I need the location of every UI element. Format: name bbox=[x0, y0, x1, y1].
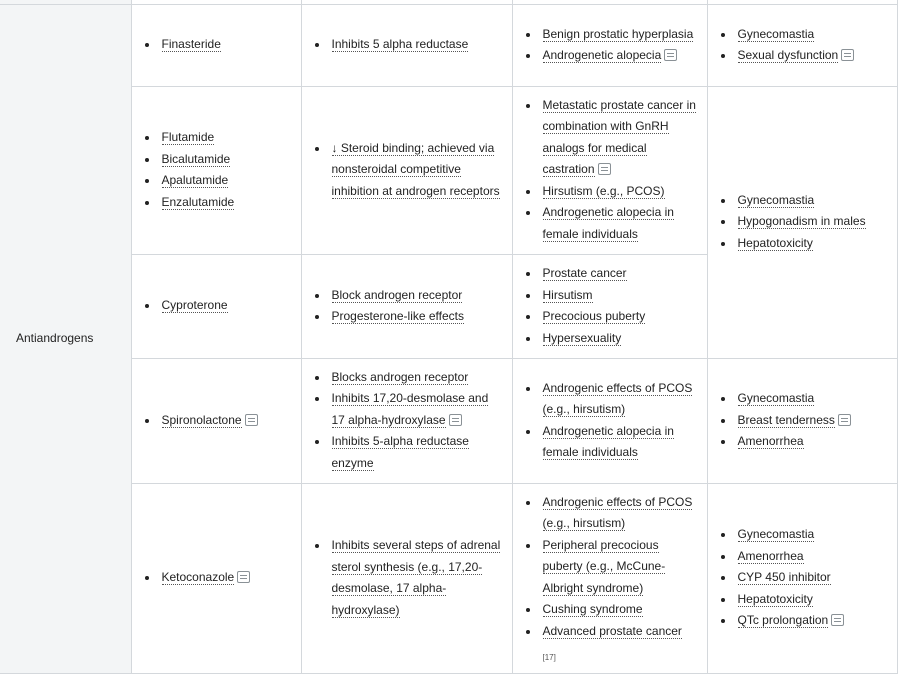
uses-cell bbox=[512, 358, 707, 483]
bullet-list bbox=[140, 410, 293, 432]
term-link[interactable]: Inhibits 17,20-desmolase and 17 alpha-hydroxylase bbox=[331, 391, 489, 427]
note-icon[interactable] bbox=[838, 414, 851, 426]
term-link[interactable]: Enzalutamide bbox=[161, 194, 235, 209]
list-item bbox=[738, 524, 889, 546]
effects-cell bbox=[707, 86, 897, 358]
term-link[interactable]: Hypersexuality bbox=[542, 330, 622, 345]
mechanism-cell bbox=[301, 483, 512, 673]
list-item bbox=[543, 24, 699, 46]
list-item bbox=[332, 34, 504, 56]
term-link[interactable]: Flutamide bbox=[161, 130, 215, 144]
note-icon[interactable] bbox=[841, 49, 854, 61]
bullet-list bbox=[140, 295, 293, 317]
term-link[interactable]: Gynecomastia bbox=[737, 391, 815, 406]
list-item bbox=[738, 24, 889, 46]
term-link[interactable]: Blocks androgen receptor bbox=[331, 369, 469, 384]
effects-cell bbox=[707, 358, 897, 483]
mechanism-cell bbox=[301, 4, 512, 86]
list-item bbox=[543, 95, 699, 181]
list-item bbox=[543, 535, 699, 600]
note-icon[interactable] bbox=[831, 614, 844, 626]
list-item bbox=[738, 431, 889, 453]
term-link[interactable]: Inhibits 5-alpha reductase enzyme bbox=[331, 434, 469, 470]
term-link[interactable]: Block androgen receptor bbox=[331, 287, 463, 302]
term-link[interactable]: Apalutamide bbox=[161, 173, 229, 187]
term-link[interactable]: Gynecomastia bbox=[737, 192, 815, 207]
term-link[interactable]: Peripheral precocious puberty (e.g., McCune-Albright syndrome) bbox=[542, 537, 666, 595]
term-link[interactable]: Precocious puberty bbox=[542, 309, 646, 323]
term-link[interactable]: Bicalutamide bbox=[161, 151, 231, 166]
uses-cell bbox=[512, 254, 707, 358]
list-item bbox=[543, 45, 699, 67]
bullet-list bbox=[521, 492, 699, 665]
bullet-list bbox=[521, 263, 699, 349]
bullet-list bbox=[140, 34, 293, 56]
category-label: Antiandrogens bbox=[16, 330, 94, 345]
bullet-list bbox=[716, 24, 889, 67]
term-link[interactable]: Androgenetic alopecia in female individuals bbox=[542, 205, 674, 241]
term-link[interactable]: Gynecomastia bbox=[737, 26, 815, 41]
term-link[interactable]: Breast tenderness bbox=[737, 412, 835, 427]
note-icon[interactable] bbox=[598, 163, 611, 175]
term-link[interactable]: Hirsutism bbox=[542, 287, 593, 302]
list-item bbox=[738, 546, 889, 568]
term-link[interactable]: QTc prolongation bbox=[737, 613, 829, 628]
drug-cell bbox=[131, 483, 301, 673]
term-link[interactable]: Hepatotoxicity bbox=[737, 235, 813, 250]
effects-cell bbox=[707, 483, 897, 673]
list-item bbox=[162, 170, 293, 192]
term-link[interactable]: Androgenetic alopecia in female individuals bbox=[542, 423, 674, 459]
list-item bbox=[543, 599, 699, 621]
term-link[interactable]: Androgenetic alopecia bbox=[542, 48, 662, 62]
list-item bbox=[162, 149, 293, 171]
list-item bbox=[738, 410, 889, 432]
list-item bbox=[332, 138, 504, 203]
term-link[interactable]: Hepatotoxicity bbox=[737, 591, 813, 606]
mechanism-cell bbox=[301, 358, 512, 483]
term-link[interactable]: Gynecomastia bbox=[737, 527, 815, 542]
list-item bbox=[332, 388, 504, 431]
drug-cell bbox=[131, 86, 301, 254]
category-cell bbox=[0, 4, 131, 673]
list-item bbox=[738, 610, 889, 632]
list-item bbox=[332, 367, 504, 389]
list-item bbox=[738, 567, 889, 589]
bullet-list bbox=[521, 24, 699, 67]
list-item bbox=[332, 535, 504, 621]
term-link[interactable]: Ketoconazole bbox=[161, 570, 235, 585]
bullet-list bbox=[310, 367, 504, 475]
bullet-list bbox=[310, 138, 504, 203]
list-item bbox=[332, 285, 504, 307]
mechanism-cell bbox=[301, 254, 512, 358]
term-link[interactable]: Cushing syndrome bbox=[542, 602, 643, 616]
term-link[interactable]: Sexual dysfunction bbox=[737, 48, 839, 62]
note-icon[interactable] bbox=[449, 414, 462, 426]
note-icon[interactable] bbox=[245, 414, 258, 426]
list-item bbox=[738, 45, 889, 67]
table-row bbox=[0, 86, 897, 254]
term-link[interactable]: CYP 450 inhibitor bbox=[737, 570, 831, 585]
drug-cell bbox=[131, 4, 301, 86]
list-item bbox=[738, 211, 889, 233]
note-icon[interactable] bbox=[237, 571, 250, 583]
list-item bbox=[738, 388, 889, 410]
bullet-list bbox=[716, 190, 889, 255]
list-item bbox=[738, 190, 889, 212]
term-link[interactable]: Androgenic effects of PCOS (e.g., hirsutism) bbox=[542, 380, 693, 416]
list-item bbox=[543, 181, 699, 203]
list-item bbox=[543, 621, 699, 665]
list-item bbox=[543, 285, 699, 307]
note-icon[interactable] bbox=[664, 49, 677, 61]
term-link[interactable]: ↓ Steroid binding; achieved via nonsteroidal competitive inhibition at androgen receptors bbox=[331, 140, 500, 198]
list-item bbox=[543, 202, 699, 245]
term-link[interactable]: Amenorrhea bbox=[737, 548, 804, 563]
list-item bbox=[543, 378, 699, 421]
list-item bbox=[543, 306, 699, 328]
term-link[interactable]: Spironolactone bbox=[161, 412, 242, 427]
term-link[interactable]: Hypogonadism in males bbox=[737, 214, 866, 229]
bullet-list bbox=[521, 95, 699, 246]
list-item bbox=[543, 421, 699, 464]
uses-cell bbox=[512, 86, 707, 254]
table-row bbox=[0, 483, 897, 673]
term-link[interactable]: Advanced prostate cancer bbox=[542, 623, 682, 638]
term-link[interactable]: Progesterone-like effects bbox=[331, 309, 465, 323]
list-item bbox=[162, 34, 293, 56]
uses-cell bbox=[512, 483, 707, 673]
list-item bbox=[162, 127, 293, 149]
list-item bbox=[332, 306, 504, 328]
bullet-list bbox=[140, 127, 293, 213]
bullet-list bbox=[716, 388, 889, 453]
term-link[interactable]: Finasteride bbox=[161, 37, 221, 52]
bullet-list bbox=[310, 285, 504, 328]
list-item bbox=[543, 328, 699, 350]
term-link[interactable]: Prostate cancer bbox=[542, 266, 627, 280]
bullet-list bbox=[310, 535, 504, 621]
term-link[interactable]: Cyproterone bbox=[161, 298, 228, 313]
term-link[interactable]: Inhibits several steps of adrenal sterol synthesis (e.g., 17,20-desmolase, 17 alpha-hydroxylase) bbox=[331, 538, 501, 617]
reference-marker[interactable]: [17] bbox=[542, 653, 556, 662]
list-item bbox=[738, 233, 889, 255]
term-link[interactable]: Androgenic effects of PCOS (e.g., hirsutism) bbox=[542, 494, 693, 530]
list-item bbox=[162, 192, 293, 214]
uses-cell bbox=[512, 4, 707, 86]
drug-cell bbox=[131, 358, 301, 483]
list-item bbox=[543, 263, 699, 285]
list-item bbox=[738, 589, 889, 611]
list-item bbox=[543, 492, 699, 535]
term-link[interactable]: Benign prostatic hyperplasia bbox=[542, 26, 694, 41]
bullet-list bbox=[716, 524, 889, 632]
term-link[interactable]: Amenorrhea bbox=[737, 434, 804, 449]
mechanism-cell bbox=[301, 86, 512, 254]
table-row bbox=[0, 358, 897, 483]
list-item bbox=[332, 431, 504, 474]
list-item bbox=[162, 295, 293, 317]
term-link[interactable]: Metastatic prostate cancer in combination with GnRH analogs for medical castration bbox=[542, 97, 696, 177]
term-link[interactable]: Inhibits 5 alpha reductase bbox=[331, 37, 469, 52]
table-row bbox=[0, 4, 897, 86]
effects-cell bbox=[707, 4, 897, 86]
term-link[interactable]: Hirsutism (e.g., PCOS) bbox=[542, 183, 665, 198]
bullet-list bbox=[140, 567, 293, 589]
list-item bbox=[162, 567, 293, 589]
bullet-list bbox=[521, 378, 699, 464]
list-item bbox=[162, 410, 293, 432]
drug-cell bbox=[131, 254, 301, 358]
bullet-list bbox=[310, 34, 504, 56]
